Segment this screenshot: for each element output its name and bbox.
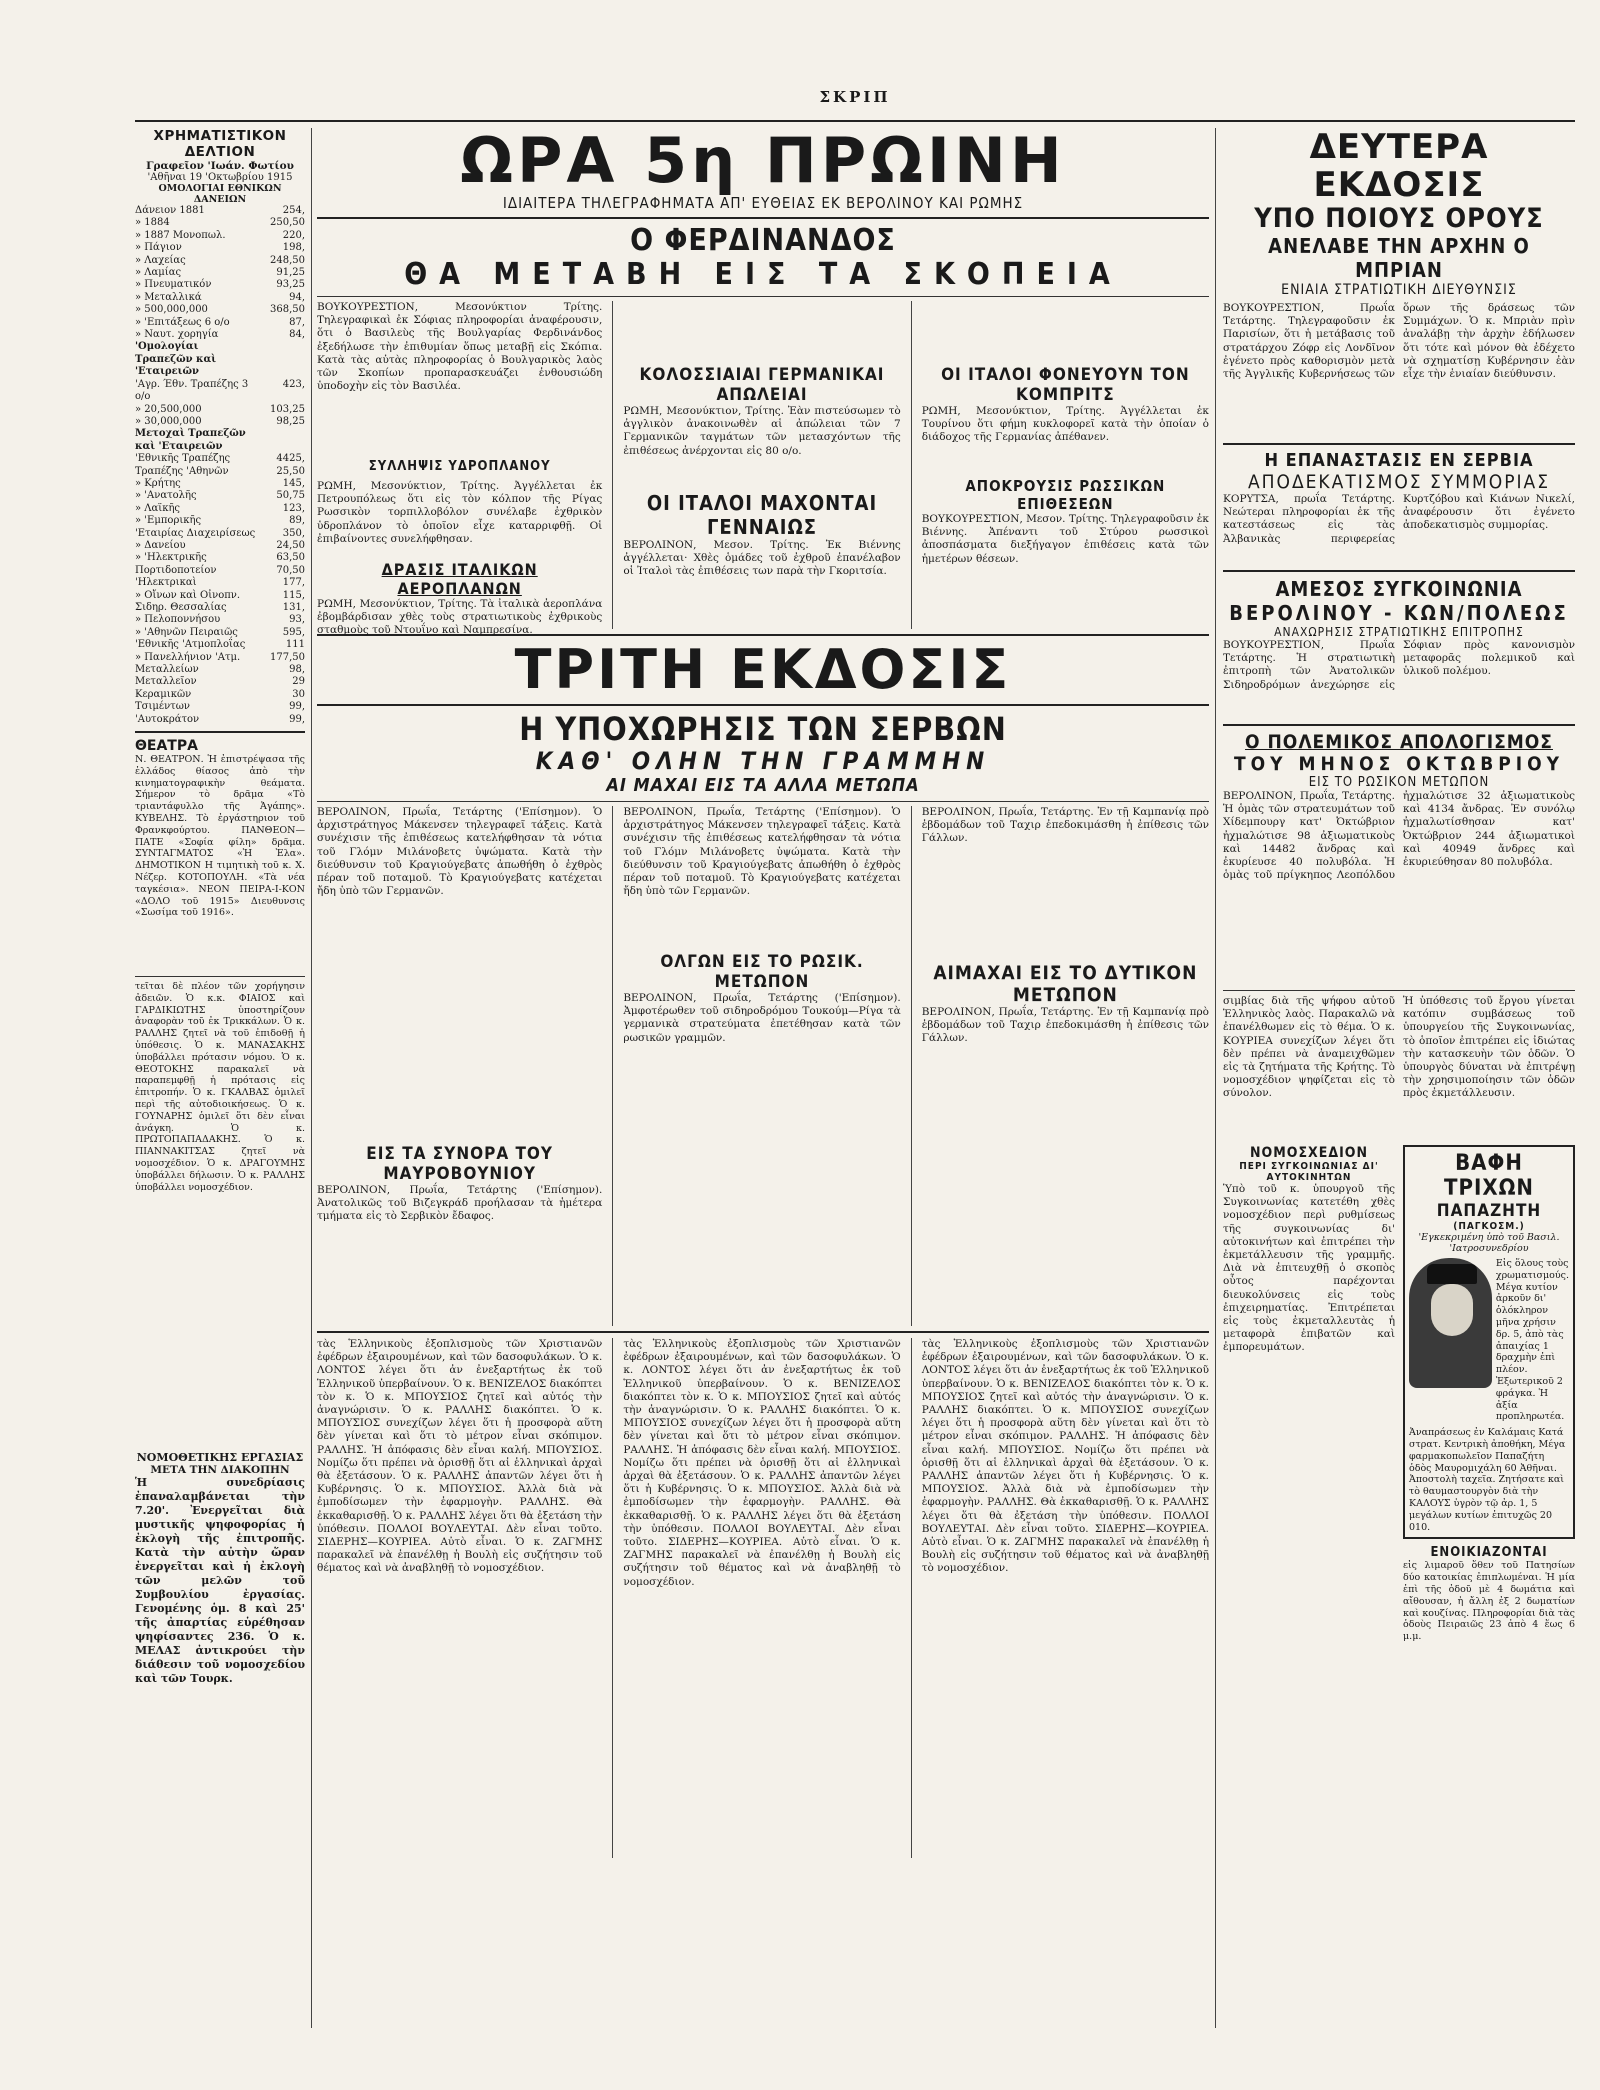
market-row-label: » 20,500,000	[135, 403, 202, 415]
market-row	[135, 242, 305, 254]
headline-russian-attacks: ΑΠΟΚΡΟΥΣΙΣ ΡΩΣΣΙΚΩΝ ΕΠΙΘΕΣΕΩΝ	[965, 477, 1166, 513]
market-row-label: » 'Επιτάξεως 6 ο/ο	[135, 316, 230, 328]
divider	[317, 217, 1209, 219]
divider	[317, 801, 1209, 802]
market-row	[135, 701, 305, 713]
market-row	[135, 279, 305, 291]
market-row-label: » Πανελλήνιον 'Ατμ.	[135, 651, 241, 663]
market-row	[135, 565, 305, 577]
bills-title: ΝΟΜΟΘΕΤΙΚΗΣ ΕΡΓΑΣΙΑΣ	[136, 1451, 304, 1465]
story-montenegro: ΒΕΡΟΛΙΝΟΝ, Πρωΐα, Τετάρτης ('Επίσημον). Ἀνατολικῶς τοῦ Βιζεγκράδ προήλασαν τὰ ἡμέτερα τμήματα εἰς τὸ Σερβικὸν ἔδαφος.	[317, 1184, 603, 1223]
headline-whole-line: ΚΑΘ' ΟΛΗΝ ΤΗΝ ΓΡΑΜΜΗΝ	[535, 747, 991, 775]
market-row	[135, 453, 305, 465]
ad-brand: ΠΑΠΑΖΗΤΗ	[1436, 1201, 1542, 1221]
market-row	[135, 652, 305, 664]
market-row-label: » Λαμίας	[135, 267, 182, 279]
market-row-label: » Πελοποννήσου	[135, 614, 221, 626]
masthead: ΣΚΡΙΠ	[819, 88, 891, 106]
market-row-value: 24,50	[276, 539, 305, 551]
market-row	[135, 602, 305, 614]
market-row-value: 93,25	[276, 279, 305, 291]
column-rule	[612, 301, 613, 629]
market-row-label: 'Εταιρίας Διαχειρίσεως	[135, 527, 256, 539]
market-row-value: 198,	[282, 242, 305, 254]
upper-col-1	[317, 301, 603, 637]
headline-gang: ΑΠΟΔΕΚΑΤΙΣΜΟΣ ΣΥΜΜΟΡΙΑΣ	[1247, 471, 1551, 493]
newspaper-page	[135, 88, 1575, 2033]
market-row-label: Μεταλλείων	[135, 664, 199, 676]
story-briand: ΒΟΥΚΟΥΡΕΣΤΙΟΝ, Πρωΐα Τετάρτης. Τηλεγραφοῦσιν ἐκ Παρισίων, ὅτι ἡ μετάβασις τοῦ στρατάρχου Ζόφρ εἰς Λονδῖνον ἐγένετο πρὸς καθορισμὸν μετὰ τῆς Ἀγγλικῆς Κυβερνήσεως τῶν ὅρων τῆς δράσεως τῶν Συμμάχων. Ὁ κ. Μπριὰν πρὶν ἀναλάβῃ τὴν ἀρχὴν ἐδήλωσεν ὅτι τότε καὶ μόνον θὰ ἐδέχετο νὰ σχηματίσῃ Κυβέρνησιν ἐὰν εἶχε τὴν ἐνιαίαν διεύθυνσιν.	[1223, 302, 1575, 381]
ad-brand-note: (ΠΑΓΚΟΣΜ.)	[1453, 1221, 1525, 1232]
market-row	[135, 590, 305, 602]
story-german-losses: ΡΩΜΗ, Μεσονύκτιον, Τρίτης. Ἐὰν πιστεύσωμεν τὸ ἀγγλικὸν ἀνακοινωθὲν αἱ ἀπώλειαι τῶν 7 Γερμανικῶν ταγμάτων τῶν μετασχόντων τῆς ἐπιθέσεως ἀνέρχονται εἰς 80 ο/ο.	[623, 405, 901, 457]
divider	[135, 976, 305, 977]
market-row	[135, 267, 305, 279]
market-row	[135, 230, 305, 242]
headline-western-front: ΑΙΜΑΧΑΙ ΕΙΣ ΤΟ ΔΥΤΙΚΟΝ ΜΕΤΩΠΟΝ	[933, 962, 1198, 1006]
market-row	[135, 341, 305, 378]
market-row	[135, 217, 305, 229]
market-row	[135, 317, 305, 329]
market-row	[135, 490, 305, 502]
market-row-label: » 'Ανατολῆς	[135, 490, 197, 502]
market-row	[135, 614, 305, 626]
market-row-value	[257, 428, 305, 453]
market-row	[135, 515, 305, 527]
banner-headline: ΩΡΑ 5η ΠΡΩΙΝΗ	[460, 124, 1066, 197]
market-row	[135, 676, 305, 688]
story-italian-planes: ΡΩΜΗ, Μεσονύκτιον, Τρίτης. Τὰ ἰταλικὰ ἀεροπλάνα ἐβομβάρδισαν χθὲς τοὺς στρατιωτικοὺς ἐχθρικοὺς σταθμοὺς τοῦ Ντουΐνο καὶ Ναμπρεσίνα.	[317, 598, 603, 637]
headline-serbian-retreat: Η ΥΠΟΧΩΡΗΣΙΣ ΤΩΝ ΣΕΡΒΩΝ	[519, 710, 1007, 748]
story-war-balance: ΒΕΡΟΛΙΝΟΝ, Πρωΐα, Τετάρτης. Ἡ ὁμὰς τῶν στρατευμάτων τοῦ Χίδεμπουργ κατ' Ὀκτώβριον ἠχμαλώτισε 98 ἀξιωματικοὺς καὶ 14482 ἄνδρας καὶ ἐκυρίευσε 40 πολυβόλα. Ἡ ὁμὰς τοῦ πρίγκηπος Λεοπόλδου ἠχμαλώτισε 32 ἀξιωματικοὺς καὶ 4134 ἄνδρας. Ἐν συνόλῳ ἠχμαλωτίσθησαν κατ' Ὀκτώβριον 244 ἀξιωματικοὶ καὶ 40949 ἄνδρες καὶ ἐκυριεύθησαν 80 πολυβόλα.	[1223, 790, 1575, 882]
headline-commission: ΑΝΑΧΩΡΗΣΙΣ ΣΤΡΑΤΙΩΤΙΚΗΣ ΕΠΙΤΡΟΠΗΣ	[1274, 625, 1524, 639]
lower-text-3: τὰς Ἑλληνικοὺς ἐξοπλισμοὺς τῶν Χριστιανῶν ἐφέδρων ἐξαιρουμένων, καὶ τῶν δασοφυλάκων. Ὁ κ. ΛΟΝΤΟΣ λέγει ὅτι ἀν ἐνεξαρτήτως ἐκ τοῦ Ἑλληνικοῦ ὑπερβαίνουν. Ὁ κ. ΒΕΝΙΖΕΛΟΣ διακόπτει τὸν κ. Ὁ κ. ΜΠΟΥΣΙΟΣ ζητεῖ καὶ αὐτός τὴν ἀναγνώρισιν. Ὁ κ. ΡΑΛΛΗΣ διακόπτει. Ὁ κ. ΜΠΟΥΣΙΟΣ συνεχίζων λέγει ὅτι ἡ προσφορὰ αὕτη δὲν γίνεται καὶ ὅτι τὸ μέτρον εἶναι σκόπιμον. ΡΑΛΛΗΣ. Ἡ ἀπόφασις δὲν εἶναι καλή. ΜΠΟΥΣΙΟΣ. Νομίζω ὅτι πρέπει νὰ ὁρισθῇ ὅτι αἱ ἑλληνικαὶ ἀρχαὶ θὰ ἐξετάσουν. Ὁ κ. ΡΑΛΛΗΣ ἀπαντῶν λέγει ὅτι ἡ Κυβέρνησις. Ὁ κ. ΜΠΟΥΣΙΟΣ. Ἀλλὰ διὰ νὰ ἐμποδίσωμεν τὴν ἐφαρμογὴν. ΡΑΛΛΗΣ. Θὰ ἐκκαθαρισθῇ. Ὁ κ. ΡΑΛΛΗΣ λέγει ὅτι θὰ ἐξετάση τὴν ὑπόθεσιν. ΠΟΛΛΟΙ ΒΟΥΛΕΥΤΑΙ. Δὲν εἶναι τοῦτο. ΣΙΔΕΡΗΣ—ΚΟΥΡΙΕΑ. Αὐτὸ εἶναι. Ὁ κ. ΖΑΓΜΗΣ παρακαλεῖ νὰ ἐπανέλθῃ ἡ Βουλὴ εἰς συζήτησιν τοῦ θέματος καὶ νὰ ἀναβληθῇ τὸ νομοσχέδιον.	[921, 1338, 1209, 1575]
market-row-value: 423,	[282, 378, 305, 390]
market-row	[135, 689, 305, 701]
divider	[317, 1331, 1209, 1333]
market-source: Γραφεῖον 'Ιωάν. Φωτίου	[146, 160, 294, 172]
market-row	[135, 503, 305, 515]
center-column	[317, 124, 1209, 1858]
market-row-value: 145,	[282, 477, 305, 489]
market-row-label: » 1884	[135, 217, 170, 229]
story-gang: ΚΟΡΥΤΣΑ, πρωΐα Τετάρτης. Νεώτεραι πληροφορίαι ἐκ τῆς κατεστάσεως εἰς τὰς Ἀλβανικὰς περιφερείας Κυρτζόβου καὶ Κιάνων Νικελί, ἀναφέρουσιν ὅτι ἐγένετο ἀποδεκατισμὸς συμμορίας.	[1223, 493, 1575, 545]
market-row-value: 248,50	[270, 254, 305, 266]
market-row-value: 98,25	[276, 415, 305, 427]
market-row-value: 50,75	[276, 490, 305, 502]
second-edition-banner: ΔΕΥΤΕΡΑ ΕΚΔΟΣΙΣ	[1309, 127, 1489, 205]
market-row-value: 70,50	[276, 564, 305, 576]
headline-bill-sub: ΠΕΡΙ ΣΥΓΚΟΙΝΩΝΙΑΣ ΔΙ' ΑΥΤΟΚΙΝΗΤΩΝ	[1239, 1161, 1379, 1183]
headline-skopia: ΘΑ ΜΕΤΑΒΗ ΕΙΣ ΤΑ ΣΚΟΠΕΙΑ	[404, 257, 1122, 292]
session-title: ΜΕΤΑ ΤΗΝ ΔΙΑΚΟΠΗΝ	[150, 1464, 290, 1477]
market-row-label: » Οἴνων καὶ Οἰνοπν.	[135, 589, 241, 601]
portrait-image	[1409, 1258, 1492, 1388]
column-rule	[1215, 128, 1216, 2028]
third-edition-banner: ΤΡΙΤΗ ΕΚΔΟΣΙΣ	[514, 638, 1012, 701]
headline-other-fronts: ΑΙ ΜΑΧΑΙ ΕΙΣ ΤΑ ΑΛΛΑ ΜΕΤΩΠΑ	[606, 775, 920, 796]
market-row	[135, 478, 305, 490]
market-row-label: » 1887 Μονοπωλ.	[135, 229, 226, 241]
classified-text: εἰς λιμαροῦ ὅθεν τοῦ Πατησίων δύο κατοικίας ἐπιπλωμέναι. Ἡ μία ἐπὶ τῆς ὁδοῦ μὲ 4 δωμάτια καὶ αἴθουσαν, ἡ ἄλλη ἐξ 2 δωματίων καὶ κουζίνας. Πληροφορίαι διὰ τὰς ὁδοὺς Πειραιῶς 23 ἀπὸ 4 ἕως 6 μ.μ.	[1403, 1560, 1575, 1643]
market-row-label: Σιδηρ. Θεσσαλίας	[135, 602, 227, 613]
market-row-value: 4425,	[276, 453, 305, 465]
right-lower-b	[1223, 1145, 1575, 1643]
divider	[317, 704, 1209, 706]
market-row-value	[257, 341, 305, 378]
divider	[317, 296, 1209, 297]
headline-seaplane: ΣΥΛΛΗΨΙΣ ΥΔΡΟΠΛΑΝΟΥ	[368, 459, 551, 474]
ad-subtitle: 'Εγκεκριμένη ὑπὸ τοῦ Βασιλ. 'Ιατροσυνεδρίου	[1418, 1232, 1560, 1254]
market-row	[135, 255, 305, 267]
market-row	[135, 552, 305, 564]
market-row-value: 115,	[282, 589, 305, 601]
market-row-value: 98,	[289, 664, 305, 676]
story-commission: ΒΟΥΚΟΥΡΕΣΤΙΟΝ, Πρωΐα Τετάρτης. Ἡ στρατιωτικὴ ἐπιτροπὴ τῶν Ἀνατολικῶν Σιδηροδρόμων ἀνεχώρησε εἰς Σόφιαν πρὸς κανονισμὸν μεταφορᾶς πολεμικοῦ καὶ ὑλικοῦ πολέμου.	[1223, 639, 1575, 691]
headline-berlin-cpl: ΒΕΡΟΛΙΝΟΥ - ΚΩΝ/ΠΟΛΕΩΣ	[1229, 601, 1569, 625]
market-row-value: 99,	[289, 701, 305, 713]
market-row-label: » Ναυτ. χορηγία	[135, 329, 219, 341]
story-captives: ΒΕΡΟΛΙΝΟΝ, Πρωΐα, Τετάρτης. Ἐν τῇ Καμπανίᾳ πρὸ ἑβδομάδων τοῦ Ταχιρ ἐπεδοκιμάσθη ἡ ἐπίθεσις τῶν Γάλλων.	[921, 806, 1209, 845]
market-row-label: » Πάγιον	[135, 242, 182, 254]
headline-russian-front-right: ΕΙΣ ΤΟ ΡΩΣΙΚΟΝ ΜΕΤΩΠΟΝ	[1308, 775, 1490, 790]
market-row-label: » 'Εμπορικῆς	[135, 515, 202, 527]
market-row-value: 350,	[282, 527, 305, 539]
story-russian-front: ΒΕΡΟΛΙΝΟΝ, Πρωΐα, Τετάρτης ('Επίσημον). Ἀμφοτέρωθεν τοῦ σιδηροδρόμου Τουκούμ—Ρίγα τὰ γερμανικὰ στρατεύματα ἐπετέθησαν κατὰ τῶν ρωσικῶν γραμμῶν.	[623, 992, 901, 1044]
market-row-label: 'Εθνικῆς 'Ατμοπλοΐας	[135, 639, 246, 651]
headline-bill: ΝΟΜΟΣΧΕΔΙΟΝ	[1249, 1145, 1369, 1161]
middle-col-1	[317, 806, 602, 1326]
ad-title: ΒΑΦΗ ΤΡΙΧΩΝ	[1443, 1151, 1534, 1201]
middle-stories	[317, 806, 1209, 1326]
divider	[1223, 570, 1575, 572]
parliament-text: τεῖται δὲ πλέον τῶν χορήγησιν ἀδειῶν. Ὁ κ.κ. ΦΙΑΙΟΣ καὶ ΓΑΡΔΙΚΙΩΤΗΣ ὑποστηρίζουν ἀναφορὰν τοῦ ἐκ Τρικκάλων. Ὁ κ. ΡΑΛΛΗΣ ζητεῖ νὰ τοῦ ἐπιδοθῇ ἡ ὑπόθεσις. Ὁ κ. ΜΑΝΑΣΑΚΗΣ ὑποβάλλει πρότασιν νόμου. Ὁ κ. ΘΕΟΤΟΚΗΣ παρακαλεῖ νὰ παραπεμφθῇ ἡ πρότασις εἰς ἐπιτροπήν. Ὁ κ. ΓΚΑΛΒΑΣ ὁμιλεῖ περὶ τῆς αὐτοδιοικήσεως. Ὁ κ. ΓΟΥΝΑΡΗΣ ὁμιλεῖ ὅτι δὲν εἶναι ἀνάγκη. Ὁ κ. ΠΡΩΤΟΠΑΠΑΔΑΚΗΣ. Ὁ κ. ΠΙΑΝΝΑΚΙΤΣΑΣ ζητεῖ νὰ νομοσχέδιον. Ὁ κ. ΔΡΑΓΟΥΜΗΣ ὑποβάλλει δήλωσιν. Ὁ κ. ΡΑΛΛΗΣ ὑποβάλλει νομοσχέδιον.	[135, 981, 305, 1193]
market-row	[135, 528, 305, 540]
market-row-value: 123,	[282, 502, 305, 514]
market-row-label: 'Αυτοκράτον	[135, 713, 200, 725]
divider	[135, 731, 305, 733]
headline-war-balance: Ο ΠΟΛΕΜΙΚΟΣ ΑΠΟΛΟΓΙΣΜΟΣ	[1245, 731, 1553, 753]
market-row	[135, 540, 305, 552]
right-column	[1223, 127, 1575, 1643]
market-row-value: 94,	[289, 291, 305, 303]
market-row-label: » 500,000,000	[135, 304, 208, 316]
headline-italian-planes: ΔΡΑΣΙΣ ΙΤΑΛΙΚΩΝ ΑΕΡΟΠΛΑΝΩΝ	[381, 560, 538, 598]
market-row-label: Πορτιδοποτείον	[135, 564, 217, 576]
lower-text-1: τὰς Ἑλληνικοὺς ἐξοπλισμοὺς τῶν Χριστιανῶν ἐφέδρων ἐξαιρουμένων, καὶ τῶν δασοφυλάκων. Ὁ κ. ΛΟΝΤΟΣ λέγει ὅτι ἀν ἐνεξαρτήτως ἐκ τοῦ Ἑλληνικοῦ ὑπερβαίνουν. Ὁ κ. ΒΕΝΙΖΕΛΟΣ διακόπτει τὸν κ. Ὁ κ. ΜΠΟΥΣΙΟΣ ζητεῖ καὶ αὐτός τὴν ἀναγνώρισιν. Ὁ κ. ΡΑΛΛΗΣ διακόπτει. Ὁ κ. ΜΠΟΥΣΙΟΣ συνεχίζων λέγει ὅτι ἡ προσφορὰ αὕτη δὲν γίνεται καὶ ὅτι τὸ μέτρον εἶναι σκόπιμον. ΡΑΛΛΗΣ. Ἡ ἀπόφασις δὲν εἶναι καλή. ΜΠΟΥΣΙΟΣ. Νομίζω ὅτι πρέπει νὰ ὁρισθῇ ὅτι αἱ ἑλληνικαὶ ἀρχαὶ θὰ ἐξετάσουν. Ὁ κ. ΡΑΛΛΗΣ ἀπαντῶν λέγει ὅτι ἡ Κυβέρνησις. Ὁ κ. ΜΠΟΥΣΙΟΣ. Ἀλλὰ διὰ νὰ ἐμποδίσωμεν τὴν ἐφαρμογὴν. ΡΑΛΛΗΣ. Θὰ ἐκκαθαρισθῇ. Ὁ κ. ΡΑΛΛΗΣ λέγει ὅτι θὰ ἐξετάση τὴν ὑπόθεσιν. ΠΟΛΛΟΙ ΒΟΥΛΕΥΤΑΙ. Δὲν εἶναι τοῦτο. ΣΙΔΕΡΗΣ—ΚΟΥΡΙΕΑ. Αὐτὸ εἶναι. Ὁ κ. ΖΑΓΜΗΣ παρακαλεῖ νὰ ἐπανέλθῃ ἡ Βουλὴ εἰς συζήτησιν τοῦ θέματος καὶ νὰ ἀναβληθῇ τὸ νομοσχέδιον.	[317, 1338, 603, 1575]
market-row-label: » Πνευματικόν	[135, 279, 212, 291]
market-date: 'Αθῆναι 19 'Οκτωβρίου 1915	[147, 172, 293, 183]
market-row-label: Κεραμικῶν	[135, 688, 192, 700]
lower-stories	[317, 1338, 1209, 1858]
left-column	[135, 128, 305, 1776]
market-row	[135, 329, 305, 341]
session-text: Ἡ συνεδρίασις ἐπαναλαμβάνεται τὴν 7.20'. Ἐνεργεῖται διὰ μυστικῆς ψηφοφορίας ἡ ἐκλογὴ τῆς ἐπιτροπῆς. Κατὰ τὴν αὐτὴν ὥραν ἐνεργεῖται καὶ ἡ ἐκλογὴ τῶν μελῶν τοῦ Συμβουλίου ἐργασίας. Γενομένης ὁμ. 8 καὶ 25' τῆς ἀπαρτίας εὑρέθησαν ψηφίσαντες 236. Ὁ κ. ΜΕΛΑΣ ἀντικρούει τὴν διάθεσιν τοῦ νομοσχεδίου καὶ τῶν Τουρκ.	[135, 1476, 305, 1686]
market-row	[135, 404, 305, 416]
divider	[1223, 443, 1575, 445]
market-row-value: 131,	[282, 602, 305, 613]
market-row-value: 93,	[289, 614, 305, 626]
market-row-value: 25,50	[276, 465, 305, 477]
story-kouriea: σιμβίας διὰ τῆς ψήφου αὐτοῦ Ἑλληνικὸς λαὸς. Παρακαλῶ νὰ ἐπανέλθωμεν εἰς τὸ θέμα. Ὁ κ. ΚΟΥΡΙΕΑ συνεχίζων λέγει ὅτι δὲν πρέπει νὰ ἀναμειχθῶμεν εἰς τὰ ζητήματα τῆς Κρήτης. Τὸ νομοσχέδιον ψηφίζεται εἰς τὸ σύνολον.	[1223, 995, 1395, 1100]
market-row	[135, 639, 305, 651]
middle-col-2	[623, 806, 900, 1326]
ad-text-2: Ἀναπράσεως ἐν Καλάμαις Κατά στρατ. Κεντρικὴ ἀποθήκη, Μέγα φαρμακοπωλεῖον Παπαζήτη ὁδὸς Μαυρομιχάλη 60 Ἀθῆναι. Ἀποστολὴ ταχεῖα. Ζητήσατε καὶ τὸ θαυμαστουργὸν διὰ τὴν ΚΑΛΟΥΣ ὑγρὸν τῷ ἀρ. 1, 5 μεγάλων κυτίων ἐπιτυχῶς 20 010.	[1409, 1427, 1566, 1533]
column-rule	[612, 1338, 613, 1858]
market-row-label: » Λαχείας	[135, 254, 186, 266]
headline-direct-link: ΑΜΕΣΟΣ ΣΥΓΚΟΙΝΩΝΙΑ	[1275, 577, 1523, 601]
bill-column	[1223, 1145, 1395, 1615]
upper-col-3	[922, 301, 1209, 629]
story-kompritz: ΡΩΜΗ, Μεσονύκτιον, Τρίτης. Ἀγγέλλεται ἐκ Τουρίνου ὅτι φήμη κυκλοφορεῖ κατὰ τὴν ὁποίαν ὁ διάδοχος τῆς Γερμανίας ἀπέθανεν.	[921, 405, 1209, 444]
market-row-label: » Μεταλλικά	[135, 291, 202, 303]
story-russian-attacks: ΒΟΥΚΟΥΡΕΣΤΙΟΝ, Μεσον. Τρίτης. Τηλεγραφοῦσιν ἐκ Βιέννης. Ἀπέναντι τοῦ Στύρου ρωσσικοὶ ἀποσπάσματα διεξήγαγον ἐπιθέσεις κατὰ τῶν ἡμετέρων θέσεων.	[921, 513, 1209, 565]
market-row-label: » Δανείου	[135, 539, 186, 551]
market-row	[135, 664, 305, 676]
market-row-value: 177,	[282, 577, 305, 589]
market-row-label: » 'Ηλεκτρικῆς	[135, 552, 207, 564]
market-row-label: Τσιμέντων	[135, 701, 190, 713]
market-row-value: 63,50	[276, 552, 305, 564]
ad-body	[1409, 1258, 1569, 1423]
market-row-label: 'Ομολογίαι Τραπεζῶν καὶ 'Εταιρειῶν	[135, 341, 217, 378]
story-continuation: ΒΕΡΟΛΙΝΟΝ, Πρωΐα, Τετάρτης ('Επίσημον). Ὁ ἀρχιστράτηγος Μάκενσεν τηλεγραφεῖ τάξεις. Κατὰ συνέχισιν τῆς ἐπιθέσεως κατελήφθησαν τὰ νότια τοῦ Γλόμν Μιλάνοβετς ὑψώματα. Κατὰ τὴν διεύθυνσιν τοῦ Κραγιούγεβατς ἀπωθήθη ὁ ἐχθρὸς πέραν τοῦ ποταμοῦ. Τὸ Κραγιούγεβατς κατέχεται ἤδη ὑπὸ τῶν Γερμανῶν.	[623, 806, 901, 898]
middle-col-3	[922, 806, 1209, 1326]
market-row	[135, 379, 305, 404]
divider	[1223, 990, 1575, 991]
story-ferdinand: ΒΟΥΚΟΥΡΕΣΤΙΟΝ, Μεσονύκτιον Τρίτης. Τηλεγραφικαὶ ἐκ Σόφιας πληροφορίαι ἀναφέρουσιν, ὅτι ὁ Βασιλεὺς τῆς Βουλγαρίας Φερδινάνδος ἐξεδήλωσε τὴν ἐπιθυμίαν ὅπως μεταβῇ εἰς Σκόπια. Κατὰ τὰς αὐτὰς πληροφορίας ὁ Βουλγαρικὸς λαὸς τῶν Σκοπίων προπαρασκευάζει ἐνθουσιώδη ὑποδοχὴν εἰς τὸν Βασιλέα.	[317, 301, 603, 393]
story-western-front: ΒΕΡΟΛΙΝΟΝ, Πρωΐα, Τετάρτης. Ἐν τῇ Καμπανίᾳ πρὸ ἑβδομάδων τοῦ Ταχιρ ἐπεδοκιμάσθη ἡ ἐπίθεσις τῶν Γάλλων.	[921, 1006, 1209, 1045]
ad-text: Εἰς ὅλους τοὺς χρωματισμούς. Μέγα κυτίον ἀρκοῦν δι' ὁλόκληρον μῆνα χρήσιν δρ. 5, ἀπὸ τὰς ἀπαιχίας 1 δραχμὴν ἐπὶ πλέον. Ἐξωτερικοῦ 2 φράγκα. Ἡ ἀξία προπληρωτέα.	[1495, 1258, 1569, 1423]
column-rule	[911, 301, 912, 629]
market-row-value: 84,	[289, 329, 305, 341]
market-title: ΧΡΗΜΑΤΙΣΤΙΚΟΝ ΔΕΛΤΙΟΝ	[153, 128, 287, 160]
market-row	[135, 577, 305, 589]
market-row-label: » Κρήτης	[135, 477, 181, 489]
headline-serbia-revolution: Η ΕΠΑΝΑΣΤΑΣΙΣ ΕΝ ΣΕΡΒΙΑ	[1264, 450, 1534, 471]
banner-subtitle: ΙΔΙΑΙΤΕΡΑ ΤΗΛΕΓΡΑΦΗΜΑΤΑ ΑΠ' ΕΥΘΕΙΑΣ ΕΚ ΒΕΡΟΛΙΝΟΥ ΚΑΙ ΡΩΜΗΣ	[502, 194, 1024, 212]
market-row-value: 99,	[289, 713, 305, 725]
market-row	[135, 304, 305, 316]
theatre-title: ΘΕΑΤΡΑ	[135, 738, 198, 755]
market-row-label: Μετοχαὶ Τραπεζῶν καὶ 'Εταιρειῶν	[135, 428, 246, 452]
market-row-value: 89,	[289, 515, 305, 527]
market-row-label: » 30,000,000	[135, 415, 202, 427]
story-italians-fight: ΒΕΡΟΛΙΝΟΝ, Μεσον. Τρίτης. Ἐκ Βιέννης ἀγγέλλεται· Χθὲς ὁμάδες τοῦ ἐχθροῦ ἐπανέλαβον οἱ Ἰταλοὶ τὰς ἐπιθέσεις των παρὰ τὴν Γκοριτσία.	[623, 539, 901, 578]
headline-october: ΤΟΥ ΜΗΝΟΣ ΟΚΤΩΒΡΙΟΥ	[1233, 753, 1565, 775]
market-row-value: 111	[285, 639, 305, 651]
market-row	[135, 292, 305, 304]
headline-italians-fight: ΟΙ ΙΤΑΛΟΙ ΜΑΧΟΝΤΑΙ ΓΕΝΝΑΙΩΣ	[646, 491, 878, 539]
headline-kompritz: ΟΙ ΙΤΑΛΟΙ ΦΟΝΕΥΟΥΝ ΤΟΝ ΚΟΜΠΡΙΤΣ	[941, 365, 1190, 405]
market-row-value: 595,	[282, 626, 305, 638]
divider	[1223, 724, 1575, 726]
market-row-label: Δάνειον 1881	[135, 205, 205, 216]
market-row-value: 87,	[289, 316, 305, 328]
market-row-value: 30	[292, 688, 305, 700]
headline-conditions: ΥΠΟ ΠΟΙΟΥΣ ΟΡΟΥΣ	[1254, 203, 1544, 234]
market-row	[135, 627, 305, 639]
story-seaplane: ΡΩΜΗ, Μεσονύκτιον, Τρίτης. Ἀγγέλλεται ἐκ Πετρουπόλεως ὅτι εἰς τὸν κόλπον τῆς Ρίγας Ρωσσικὸν τορπιλλοβόλον συνέλαβε ἐχθρικὸν ὑδροπλάνον τὸ ὁποῖον εἶχε καταρριφθῇ. Οἱ ἐπιβαίνοντες συνελήφθησαν.	[317, 480, 603, 545]
column-rule	[612, 806, 613, 1326]
upper-stories	[317, 301, 1209, 637]
hair-dye-ad	[1403, 1145, 1575, 1539]
headline-unified-command: ΕΝΙΑΙΑ ΣΤΡΑΤΙΩΤΙΚΗ ΔΙΕΥΘΥΝΣΙΣ	[1281, 282, 1517, 298]
headline-russian-front: ΟΛΓΩΝ ΕΙΣ ΤΟ ΡΩΣΙΚ. ΜΕΤΩΠΟΝ	[660, 952, 864, 992]
story-bill: Ὑπὸ τοῦ κ. ὑπουργοῦ τῆς Συγκοινωνίας κατετέθη χθὲς νομοσχέδιον περὶ ρυθμίσεως τῆς συγκοινωνίας δι' αὐτοκινήτων καὶ ἐπιτρέπει τὴν ἐκμετάλλευσιν τῆς γραμμῆς. Διὰ νὰ ἐπιτευχθῇ ὁ σκοπὸς οὗτος παρέχονται διευκολύνσεις εἰς τοὺς ἐπιχειρηματίας. Ἐπιτρέπεται εἰς τοὺς ἐκμεταλλευτὰς ἡ μεταφορὰ ἐπιβατῶν καὶ ἐμπορευμάτων.	[1223, 1183, 1395, 1354]
market-row-label: » Λαϊκῆς	[135, 502, 181, 514]
story-serbian-retreat: ΒΕΡΟΛΙΝΟΝ, Πρωΐα, Τετάρτης ('Επίσημον). Ὁ ἀρχιστράτηγος Μάκενσεν τηλεγραφεῖ τάξεις. Κατὰ συνέχισιν τῆς ἐπιθέσεως κατελήφθησαν τὰ νότια τοῦ Γλόμν Μιλάνοβετς ὑψώματα. Κατὰ τὴν διεύθυνσιν τοῦ Κραγιούγεβατς ἀπωθήθη ὁ ἐχθρὸς πέραν τοῦ ποταμοῦ. Τὸ Κραγιούγεβατς κατέχεται ἤδη ὑπὸ τῶν Γερμανῶν.	[317, 806, 603, 898]
market-row	[135, 466, 305, 478]
classified-title: ΕΝΟΙΚΙΑΖΟΝΤΑΙ	[1430, 1545, 1548, 1561]
market-row-value: 103,25	[270, 403, 305, 415]
market-row-value: 250,50	[270, 217, 305, 229]
theatre-text: Ν. ΘΕΑΤΡΟΝ. Ἡ ἐπιστρέψασα τῆς ἑλλάδος θίασος ἀπὸ τὴν κινηματογραφικὴν θεάματα. Σήμερον τὸ δρᾶμα «Τὸ τριαντάφυλλο τῆς Ἀγάπης». ΚΥΒΕΛΗΣ. Τὸ ἐργάστηριον τοῦ Φρανκφούρτου. ΠΑΝΘΕΟΝ—ΠΑΤΕ «Σοφία φίλη» δρᾶμα. ΣΥΝΤΑΓΜΑΤΟΣ «Ἡ Ἐλα». ΔΗΜΟΤΙΚΟΝ Η τιμητικὴ τοῦ κ. Χ. Νέζερ. ΚΟΤΟΠΟΥΛΗ. «Τὰ νέα ταγκέσια». ΝΕΟΝ ΠΕΙΡΑ-Ι-ΚΟΝ «ΔΟΛΟ τοῦ 1915» Διευθυνσις «Σωσίμα τοῦ 1916».	[135, 754, 305, 919]
market-row-label: » 'Αθηνῶν Πειραιῶς	[135, 626, 238, 638]
market-list	[135, 205, 305, 726]
headline-montenegro: ΕΙΣ ΤΑ ΣΥΝΟΡΑ ΤΟΥ ΜΑΥΡΟΒΟΥΝΙΟΥ	[366, 1144, 553, 1184]
column-rule	[311, 128, 312, 2028]
market-row-label: Μεταλλεῖον	[135, 676, 197, 688]
headline-german-losses: ΚΟΛΟΣΣΙΑΙΑΙ ΓΕΡΜΑΝΙΚΑΙ ΑΠΩΛΕΙΑΙ	[639, 365, 885, 405]
column-rule	[911, 1338, 912, 1858]
story-service: Ἡ ὑπόθεσις τοῦ ἔργου γίνεται κατόπιν συμβάσεως τοῦ ὑπουργείου τῆς Συγκοινωνίας, τὸ ὁποῖον ἐπιτρέπει εἰς ἰδιώτας τὴν κατασκευὴν τῶν ὁδῶν. Ὁ ὑπουργὸς δύναται νὰ ἐπιτρέψῃ τὴν χρησιμοποίησιν τῶν ὁδῶν πρὸς ἐκμετάλλευσιν.	[1403, 995, 1575, 1100]
market-row-label: 'Αγρ. Έθν. Τραπέζης 3 ο/ο	[135, 378, 249, 403]
right-lower-a	[1223, 995, 1575, 1145]
market-row-value: 91,25	[276, 267, 305, 279]
lower-text-2: τὰς Ἑλληνικοὺς ἐξοπλισμοὺς τῶν Χριστιανῶν ἐφέδρων ἐξαιρουμένων, καὶ τῶν δασοφυλάκων. Ὁ κ. ΛΟΝΤΟΣ λέγει ὅτι ἀν ἐνεξαρτήτως ἐκ τοῦ Ἑλληνικοῦ ὑπερβαίνουν. Ὁ κ. ΒΕΝΙΖΕΛΟΣ διακόπτει τὸν κ. Ὁ κ. ΜΠΟΥΣΙΟΣ ζητεῖ καὶ αὐτός τὴν ἀναγνώρισιν. Ὁ κ. ΡΑΛΛΗΣ διακόπτει. Ὁ κ. ΜΠΟΥΣΙΟΣ συνεχίζων λέγει ὅτι ἡ προσφορὰ αὕτη δὲν γίνεται καὶ ὅτι τὸ μέτρον εἶναι σκόπιμον. ΡΑΛΛΗΣ. Ἡ ἀπόφασις δὲν εἶναι καλή. ΜΠΟΥΣΙΟΣ. Νομίζω ὅτι πρέπει νὰ ὁρισθῇ ὅτι αἱ ἑλληνικαὶ ἀρχαὶ θὰ ἐξετάσουν. Ὁ κ. ΡΑΛΛΗΣ ἀπαντῶν λέγει ὅτι ἡ Κυβέρνησις. Ὁ κ. ΜΠΟΥΣΙΟΣ. Ἀλλὰ διὰ νὰ ἐμποδίσωμεν τὴν ἐφαρμογὴν. ΡΑΛΛΗΣ. Θὰ ἐκκαθαρισθῇ. Ὁ κ. ΡΑΛΛΗΣ λέγει ὅτι θὰ ἐξετάση τὴν ὑπόθεσιν. ΠΟΛΛΟΙ ΒΟΥΛΕΥΤΑΙ. Δὲν εἶναι τοῦτο. ΣΙΔΕΡΗΣ—ΚΟΥΡΙΕΑ. Αὐτὸ εἶναι. Ὁ κ. ΖΑΓΜΗΣ παρακαλεῖ νὰ ἐπανέλθῃ ἡ Βουλὴ εἰς συζήτησιν τοῦ θέματος καὶ νὰ ἀναβληθῇ τὸ νομοσχέδιον.	[623, 1338, 901, 1588]
market-row	[135, 714, 305, 726]
top-rule	[135, 120, 1575, 122]
headline-ferdinand: Ο ΦΕΡΔΙΝΑΝΔΟΣ	[630, 223, 896, 258]
ad-column	[1403, 1145, 1575, 1643]
market-row	[135, 416, 305, 428]
market-row-value: 368,50	[270, 304, 305, 316]
market-row-label: Τραπέζης 'Αθηνῶν	[135, 465, 229, 477]
market-row-label: 'Εθνικῆς Τραπέζης	[135, 453, 231, 465]
upper-col-2	[623, 301, 900, 629]
column-rule	[911, 806, 912, 1326]
market-row-label: 'Ηλεκτρικαὶ	[135, 577, 197, 589]
market-row-value: 29	[292, 676, 305, 688]
headline-briand: ΑΝΕΛΑΒΕ ΤΗΝ ΑΡΧΗΝ Ο ΜΠΡΙΑΝ	[1268, 234, 1530, 282]
market-row	[135, 205, 305, 217]
market-row	[135, 428, 305, 453]
market-row-value: 254,	[282, 205, 305, 216]
market-row-value: 177,50	[270, 651, 305, 663]
market-row-value: 220,	[282, 229, 305, 241]
market-subtitle: ΟΜΟΛΟΓΙΑΙ ΕΘΝΙΚΩΝ ΔΑΝΕΙΩΝ	[158, 183, 282, 205]
